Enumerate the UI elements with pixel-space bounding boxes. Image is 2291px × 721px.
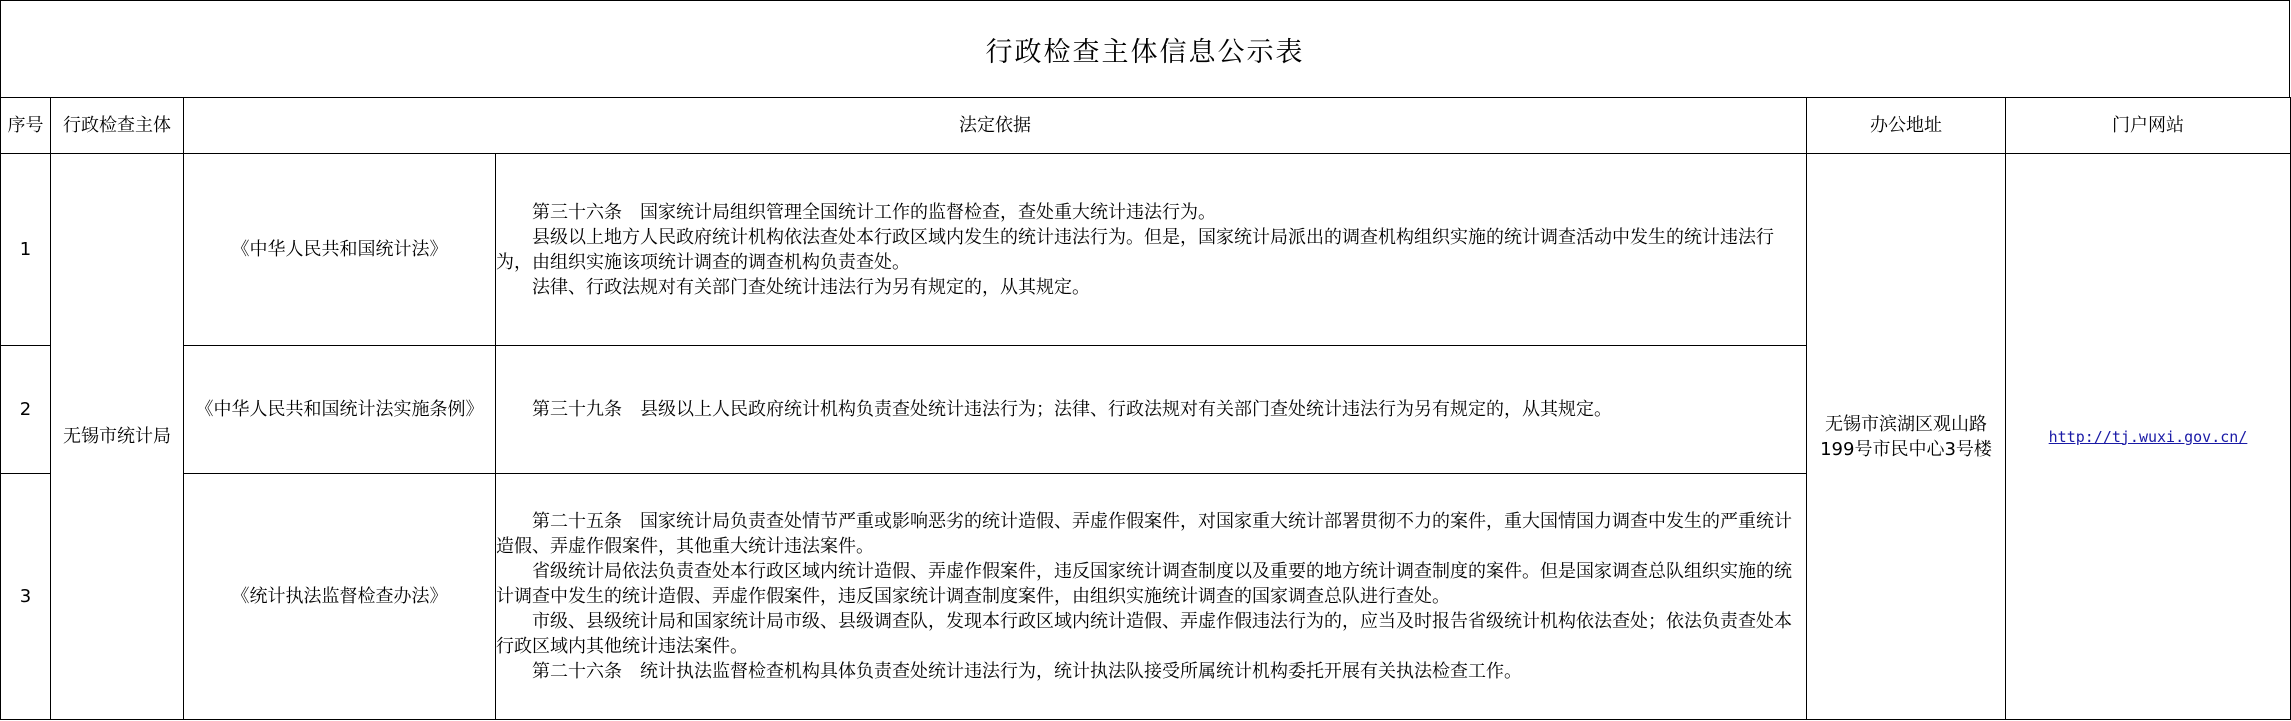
- header-seq[interactable]: 序号: [1, 98, 51, 154]
- basis-paragraph: 县级以上地方人民政府统计机构依法查处本行政区域内发生的统计违法行为。但是，国家统计局派出的调查机构组织实施的统计调查活动中发生的统计违法行为，由组织实施该项统计调查的调查机构负责查处。: [496, 226, 1774, 273]
- page-title: 行政检查主体信息公示表: [985, 36, 1305, 68]
- table-row: [1, 154, 2291, 346]
- address-cell[interactable]: [1807, 154, 2006, 720]
- law-name[interactable]: 《中华人民共和国统计法》: [184, 154, 496, 346]
- row-seq[interactable]: 3: [1, 474, 51, 720]
- law-name[interactable]: 《统计执法监督检查办法》: [184, 474, 496, 720]
- basis-paragraph: 第三十九条 县级以上人民政府统计机构负责查处统计违法行为；法律、行政法规对有关部门查处统计违法行为另有规定的，从其规定。: [532, 399, 1612, 420]
- basis-cell[interactable]: [496, 346, 1807, 474]
- website-cell[interactable]: [2006, 154, 2291, 720]
- basis-paragraph: 市级、县级统计局和国家统计局市级、县级调查队，发现本行政区域内统计造假、弄虚作假违法行为的，应当及时报告省级统计机构依法查处；依法负责查处本行政区域内其他统计违法案件。: [496, 611, 1792, 657]
- header-website[interactable]: 门户网站: [2006, 98, 2291, 154]
- basis-paragraph: 第二十六条 统计执法监督检查机构具体负责查处统计违法行为，统计执法队接受所属统计机构委托开展有关执法检查工作。: [532, 661, 1522, 682]
- title-row: [0, 0, 2290, 97]
- basis-cell[interactable]: [496, 474, 1807, 720]
- row-seq[interactable]: 2: [1, 346, 51, 474]
- address-line: 无锡市滨湖区观山路: [1825, 413, 1987, 435]
- info-table: [0, 97, 2291, 720]
- header-basis[interactable]: 法定依据: [184, 98, 1807, 154]
- address-line: 199号市民中心3号楼: [1820, 438, 1992, 460]
- law-name[interactable]: 《中华人民共和国统计法实施条例》: [184, 346, 496, 474]
- row-seq[interactable]: 1: [1, 154, 51, 346]
- basis-paragraph: 省级统计局依法负责查处本行政区域内统计造假、弄虚作假案件，违反国家统计调查制度以及重要的地方统计调查制度的案件。但是国家调查总队组织实施的统计调查中发生的统计造假、弄虚作假案件，违反国家统计调查制度案件，由组织实施统计调查的国家调查总队进行查处。: [496, 561, 1792, 607]
- basis-paragraph: 第三十六条 国家统计局组织管理全国统计工作的监督检查，查处重大统计违法行为。: [532, 201, 1216, 223]
- subject-cell[interactable]: 无锡市统计局: [51, 154, 184, 720]
- basis-paragraph: 第二十五条 国家统计局负责查处情节严重或影响恶劣的统计造假、弄虚作假案件，对国家重大统计部署贯彻不力的案件，重大国情国力调查中发生的严重统计造假、弄虚作假案件，其他重大统计违法案件。: [496, 511, 1792, 557]
- header-address[interactable]: 办公地址: [1807, 98, 2006, 154]
- website-link[interactable]: http://tj.wuxi.gov.cn/: [2048, 427, 2248, 446]
- header-subject[interactable]: 行政检查主体: [51, 98, 184, 154]
- header-row: [1, 98, 2291, 154]
- basis-cell[interactable]: [496, 154, 1807, 346]
- basis-paragraph: 法律、行政法规对有关部门查处统计违法行为另有规定的，从其规定。: [532, 276, 1090, 298]
